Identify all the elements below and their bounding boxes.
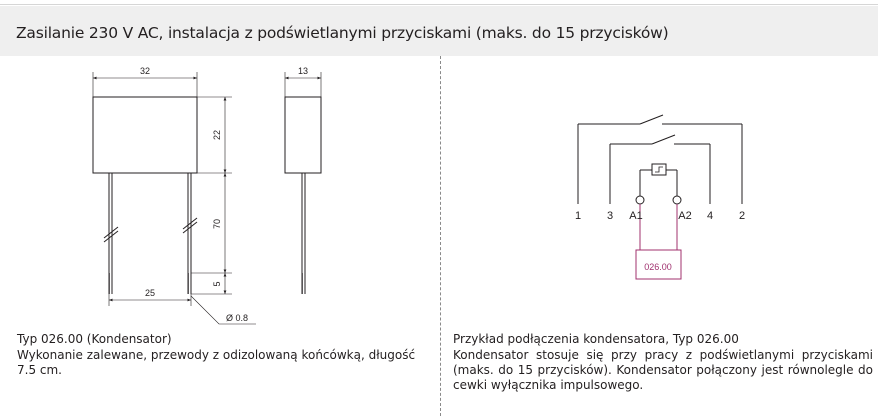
left-caption-title: Typ 026.00 (Kondensator) xyxy=(17,332,172,346)
left-caption-text: Wykonanie zalewane, przewody z odizolowaną końcówką, długość 7.5 cm. xyxy=(17,348,416,377)
terminal-a2: A2 xyxy=(678,210,692,222)
dim-tip-length-label: 5 xyxy=(212,281,222,287)
terminal-1: 1 xyxy=(574,210,582,222)
dim-lead-length-label: 70 xyxy=(212,218,222,230)
page-title: Zasilanie 230 V AC, instalacja z podświetlanymi przyciskami (maks. do 15 przycisków) xyxy=(16,24,669,42)
dim-body-height-label: 22 xyxy=(212,129,222,141)
dim-width-label: 32 xyxy=(139,66,151,76)
dim-diameter-label: Ø 0.8 xyxy=(226,313,249,323)
dim-depth-label: 13 xyxy=(297,66,309,76)
terminal-3: 3 xyxy=(606,210,614,222)
terminal-2: 2 xyxy=(738,210,746,222)
terminal-a1: A1 xyxy=(629,210,643,222)
right-caption-title: Przykład podłączenia kondensatora, Typ 026.00 xyxy=(453,332,739,346)
capacitor-body-front xyxy=(93,97,197,173)
wiring-diagram xyxy=(440,56,878,346)
capacitor-body-side xyxy=(285,97,321,173)
terminal-4: 4 xyxy=(706,210,714,222)
dim-lead-spacing-label: 25 xyxy=(144,288,156,298)
right-caption-text: Kondensator stosuje się przy pracy z podświetlanymi przyciskami (maks. do 15 przycisków). Kondensator połączony jest równolegle do cewki wyłącznika impulsowego. xyxy=(453,348,873,392)
top-border xyxy=(0,4,878,5)
component-label: 026.00 xyxy=(644,262,672,272)
